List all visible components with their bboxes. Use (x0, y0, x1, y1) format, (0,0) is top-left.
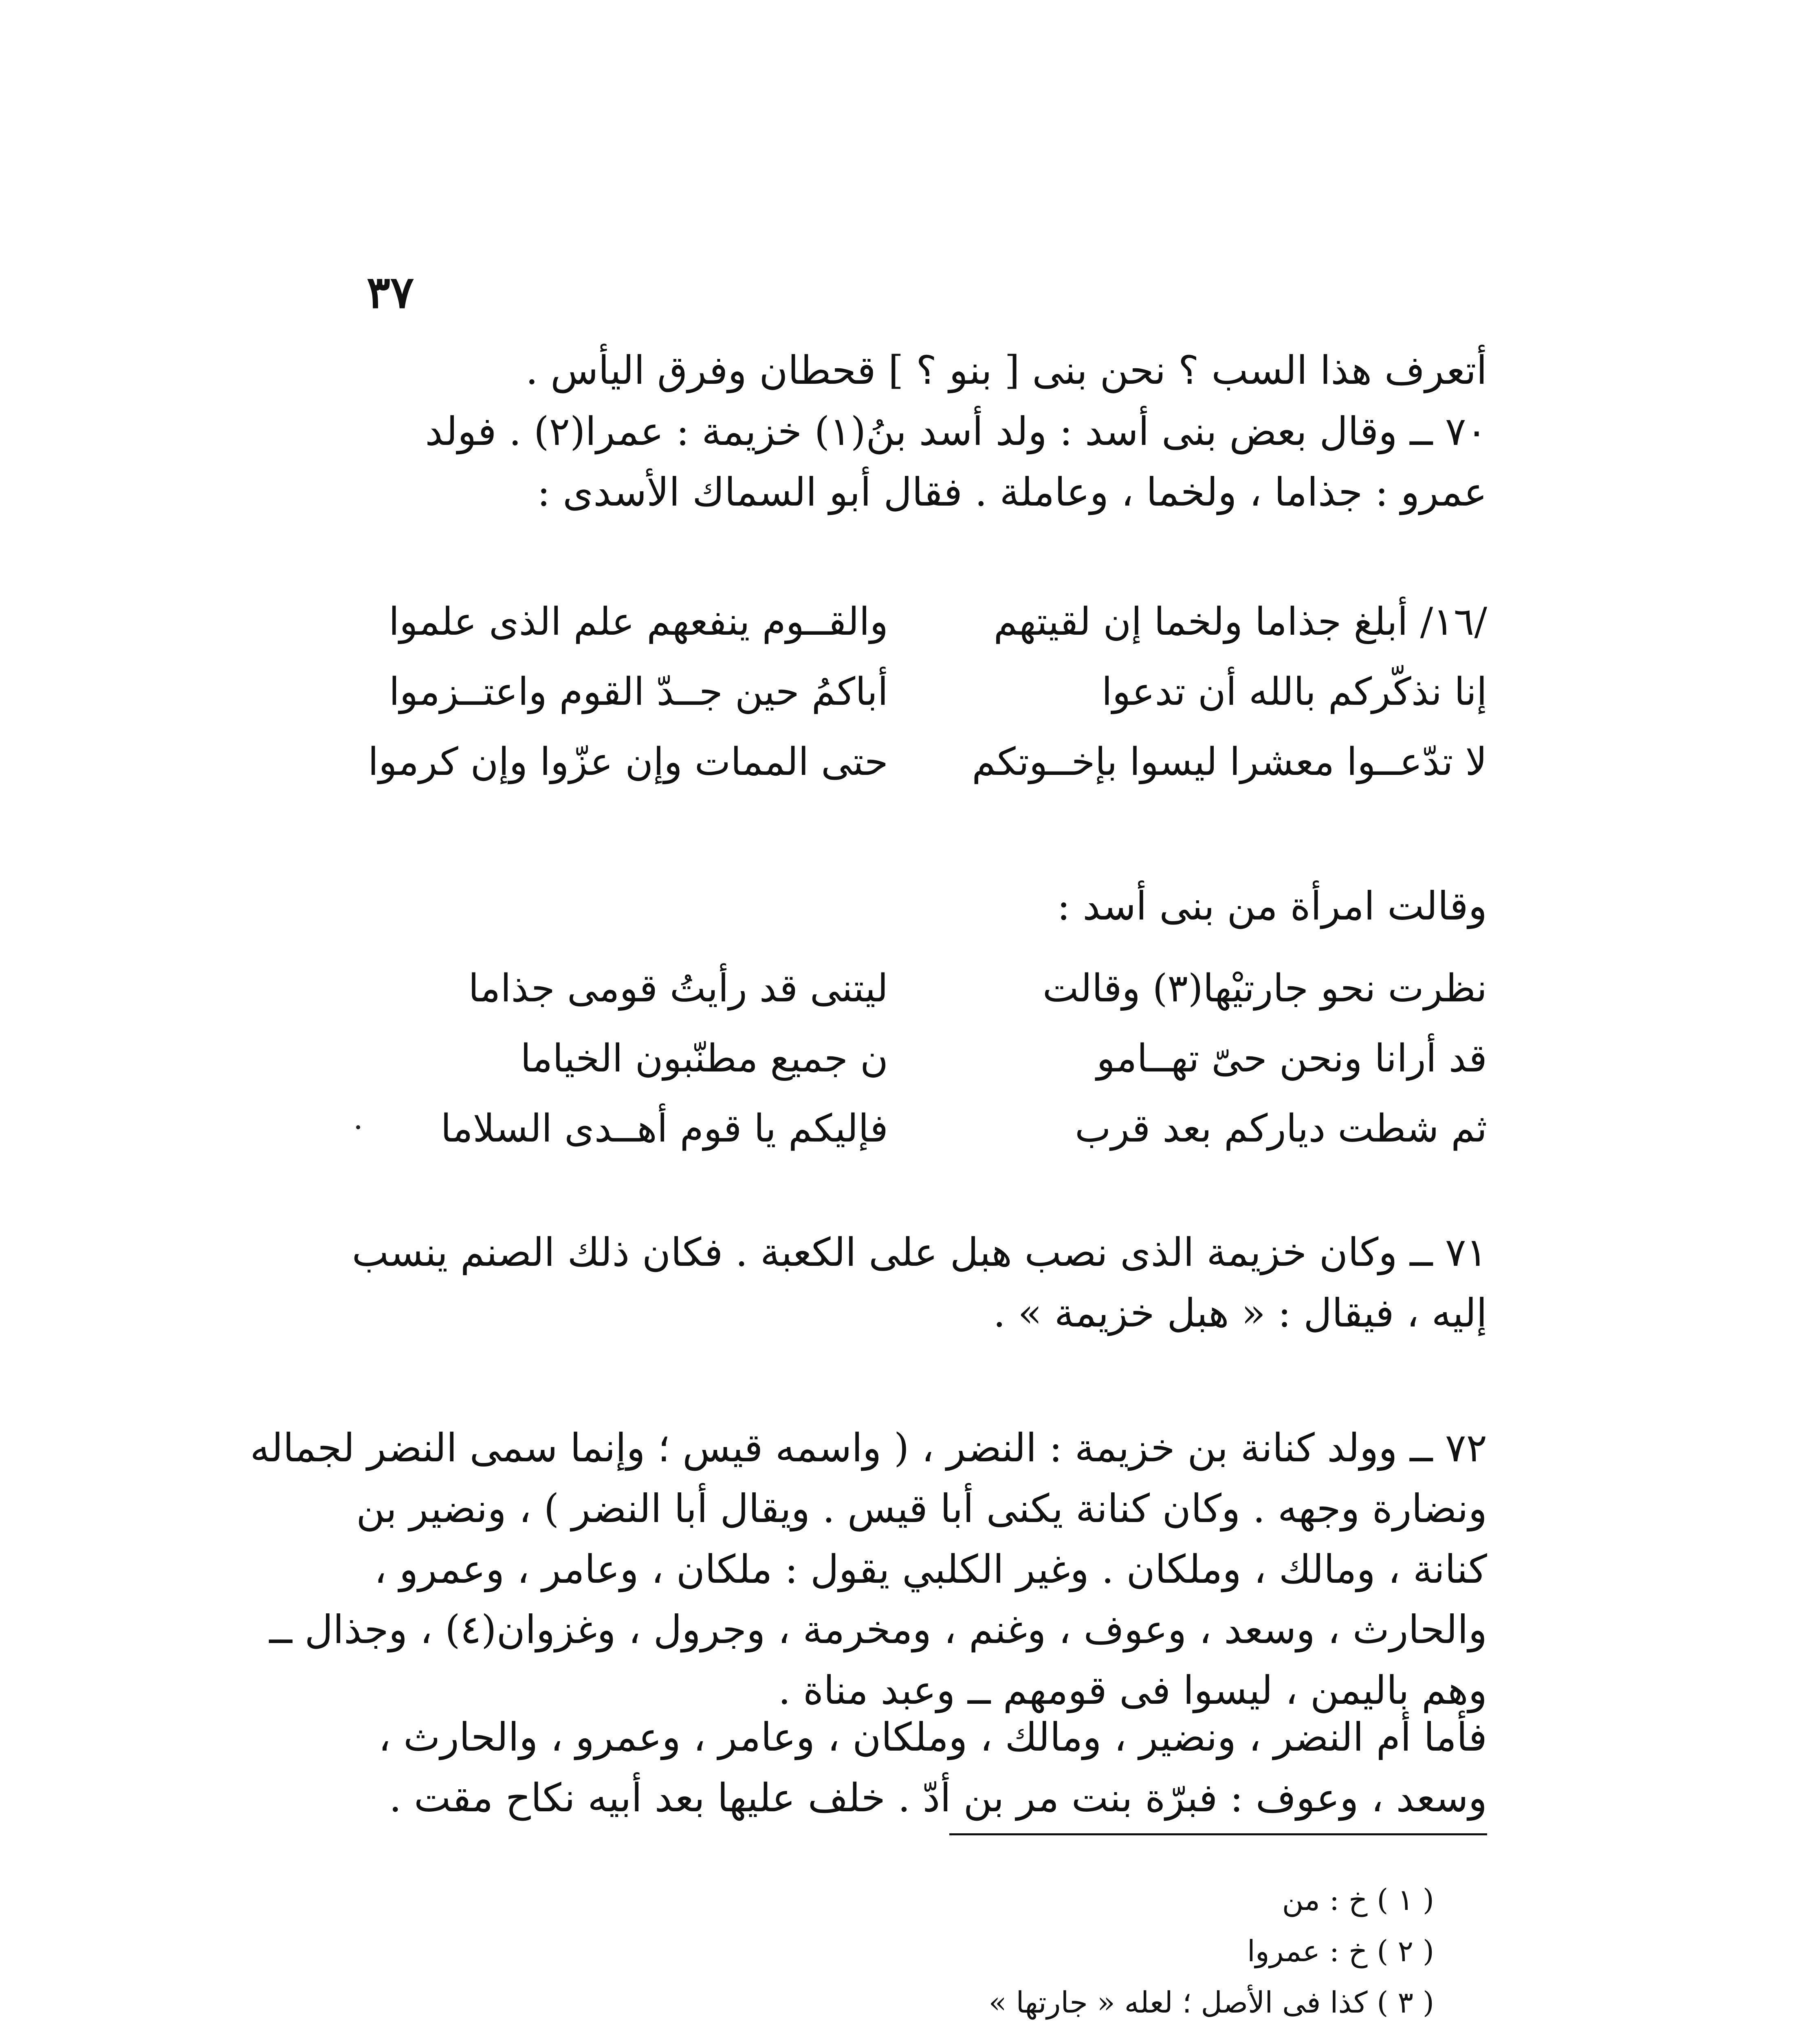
poem-abu-al-simak (363, 587, 1487, 797)
text-line: وسعد ، وعوف : فبرّة بنت مر بن أدّ . خلف عليها بعد أبيه نكاح مقت . (389, 1775, 1487, 1821)
verse-second-hemistich: فإليكم يا قوم أهــدى السلاما (440, 1106, 888, 1151)
paragraph-72 (250, 1418, 1487, 1721)
verse-first-hemistich: نظرت نحو جارتيْها(٣) وقالت (1042, 966, 1487, 1011)
text-line: وهم باليمن ، ليسوا فى قومهم ــ وعبد مناة . (778, 1667, 1487, 1714)
verse-first-hemistich: إنا نذكّركم بالله أن تدعوا (1101, 669, 1487, 714)
text-line: كنانة ، ومالك ، وملكان . وغير الكلبي يقول : ملكان ، وعامر ، وعمرو ، (374, 1546, 1487, 1592)
woman-intro (363, 876, 1487, 937)
verse-second-hemistich: والقــوم ينفعهم علم الذى علموا (388, 599, 888, 644)
verse (363, 1093, 1487, 1164)
text-line: إليه ، فيقال : « هبل خزيمة » . (993, 1290, 1487, 1336)
verse-second-hemistich: حتى الممات وإن عزّوا وإن كرموا (368, 739, 888, 784)
text-line: ٧٠ ــ وقال بعض بنى أسد : ولد أسد بنُ(١) خزيمة : عمرا(٢) . فولد (425, 409, 1487, 454)
text-line: ٧١ ــ وكان خزيمة الذى نصب هبل على الكعبة . فكان ذلك الصنم ينسب (352, 1230, 1487, 1275)
verse-second-hemistich: ن جميع مطنّبون الخياما (520, 1036, 888, 1081)
intro-paragraph (363, 340, 1487, 401)
verse (363, 1023, 1487, 1093)
footnote: ( ٣ ) كذا فى الأصل ؛ لعله « جارتها » (988, 1985, 1434, 2019)
verse (363, 587, 1487, 657)
text-line: ٧٢ ــ وولد كنانة بن خزيمة : النضر ، ( واسمه قيس ؛ وإنما سمى النضر لجماله (250, 1425, 1487, 1471)
poem-woman-of-bani-asad (363, 953, 1487, 1164)
footnote (407, 2028, 1434, 2037)
verse-second-hemistich: أباكمُ حين جــدّ القوم واعتــزموا (389, 669, 888, 714)
verse-first-hemistich: قد أرانا ونحن حىّ تهــامو (1096, 1036, 1487, 1081)
paragraph-70 (363, 401, 1487, 523)
verse (363, 727, 1487, 797)
text-line: أتعرف هذا السب ؟ نحن بنى [ بنو ؟ ] قحطان وفرق اليأس . (526, 348, 1487, 393)
page-number: ٣٧ (367, 267, 414, 318)
footnote-divider (949, 1833, 1487, 1835)
footnote: ( ١ ) خ : من (1282, 1883, 1434, 1917)
paragraph-71 (352, 1222, 1487, 1344)
verse (363, 657, 1487, 727)
print-speck (356, 1125, 360, 1129)
text-line: وقالت امرأة من بنى أسد : (1057, 883, 1487, 929)
text-line: والحارث ، وسعد ، وعوف ، وغنم ، ومخرمة ، وجرول ، وغزوان(٤) ، وجذال ــ (269, 1607, 1487, 1653)
verse-first-hemistich: /١٦/ أبلغ جذاما ولخما إن لقيتهم (993, 599, 1487, 644)
text-line: ونضارة وجهه . وكان كنانة يكنى أبا قيس . ويقال أبا النضر ) ، ونضير بن (356, 1485, 1487, 1531)
verse-first-hemistich: لا تدّعــوا معشرا ليسوا بإخــوتكم (972, 739, 1487, 784)
footnotes (407, 1874, 1434, 2037)
paragraph-mother (363, 1707, 1487, 1828)
footnote: ( ٢ ) خ : عمروا (1247, 1934, 1434, 1968)
verse-first-hemistich: ثم شطت دياركم بعد قرب (1075, 1106, 1487, 1151)
text-line: فأما أم النضر ، ونضير ، ومالك ، وملكان ، وعامر ، وعمرو ، والحارث ، (378, 1714, 1487, 1760)
verse (363, 953, 1487, 1023)
text-line: عمرو : جذاما ، ولخما ، وعاملة . فقال أبو السماك الأسدى : (537, 469, 1487, 515)
verse-second-hemistich: ليتنى قد رأيتُ قومى جذاما (468, 966, 888, 1011)
